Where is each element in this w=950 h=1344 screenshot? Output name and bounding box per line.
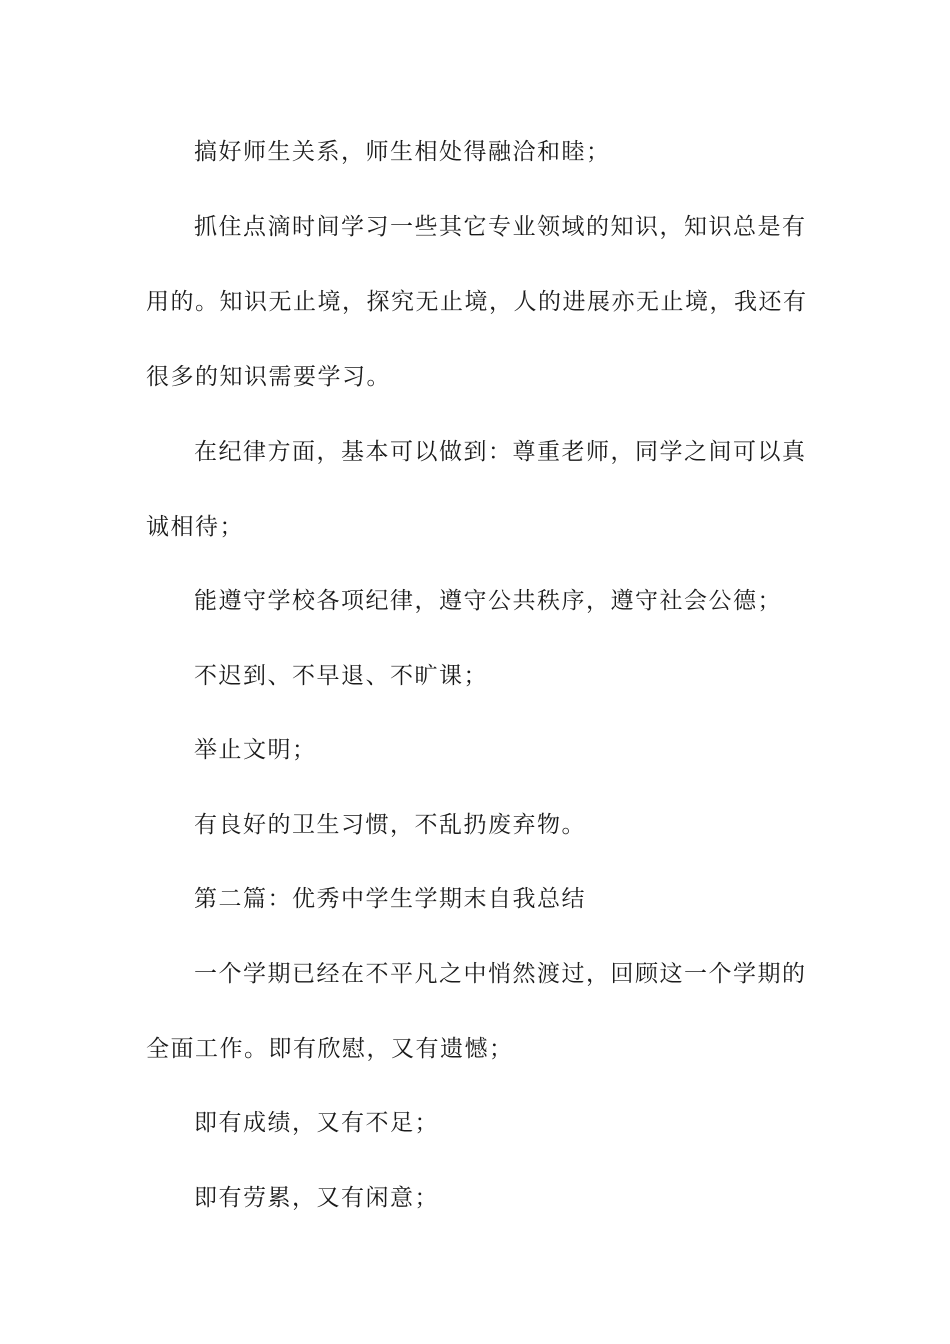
- paragraph-line: 有良好的卫生习惯，不乱扔废弃物。: [194, 812, 586, 838]
- paragraph-line: 举止文明；: [194, 737, 317, 763]
- paragraph-line: 抓住点滴时间学习一些其它专业领域的知识，知识总是有: [194, 214, 807, 240]
- paragraph-line: 即有成绩，又有不足；: [194, 1110, 439, 1136]
- paragraph-line: 不迟到、不早退、不旷课；: [194, 663, 488, 689]
- paragraph-line: 很多的知识需要学习。: [146, 364, 391, 390]
- paragraph-line: 全面工作。即有欣慰，又有遗憾；: [146, 1036, 514, 1062]
- paragraph-line: 诚相待；: [146, 514, 244, 540]
- paragraph-line: 在纪律方面，基本可以做到：尊重老师，同学之间可以真: [194, 439, 807, 465]
- paragraph-line: 能遵守学校各项纪律，遵守公共秩序，遵守社会公德；: [194, 588, 782, 614]
- paragraph-line: 用的。知识无止境，探究无止境，人的进展亦无止境，我还有: [146, 289, 808, 315]
- paragraph-line: 搞好师生关系，师生相处得融洽和睦；: [194, 139, 611, 165]
- paragraph-line: 一个学期已经在不平凡之中悄然渡过，回顾这一个学期的: [194, 961, 807, 987]
- paragraph-line: 即有劳累，又有闲意；: [194, 1185, 439, 1211]
- section-heading: 第二篇：优秀中学生学期末自我总结: [194, 886, 586, 912]
